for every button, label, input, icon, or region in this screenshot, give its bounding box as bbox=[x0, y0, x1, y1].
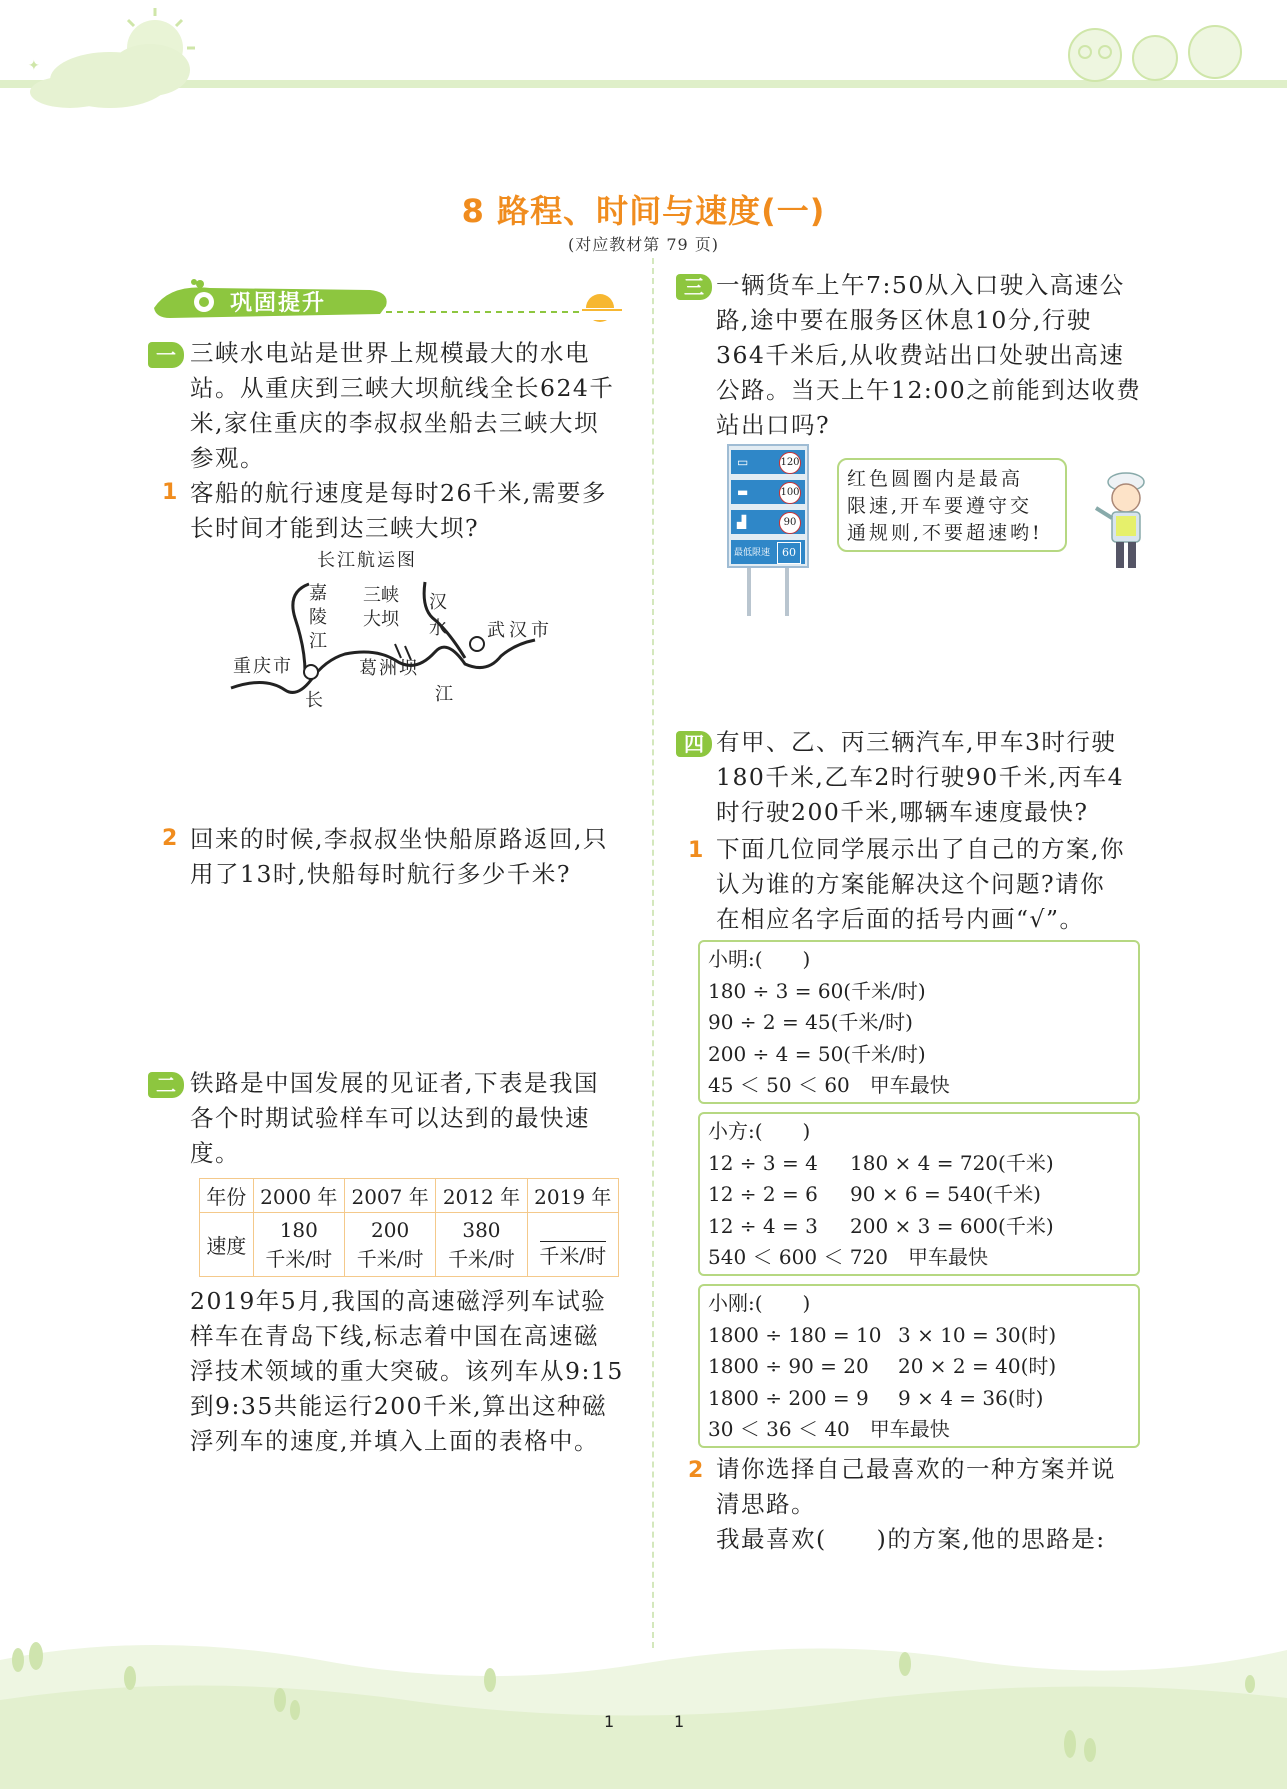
sign-row-car bbox=[731, 450, 805, 474]
page-title: 8 路程、时间与速度(一) bbox=[461, 192, 826, 230]
section-one-question-1 bbox=[190, 476, 630, 546]
text-line: 样车在青岛下线,标志着中国在高速磁 bbox=[190, 1322, 599, 1350]
police-officer-icon bbox=[1094, 468, 1154, 572]
header-decoration bbox=[0, 0, 1287, 120]
truck-icon: ▟ bbox=[737, 515, 747, 529]
section-three-text bbox=[716, 268, 1158, 443]
map-label-hanshui: 汉水 bbox=[429, 592, 447, 639]
page-subtitle: (对应教材第 79 页) bbox=[567, 235, 720, 254]
section-label: 巩固提升 bbox=[230, 291, 327, 316]
calc-right: 9 × 4 = 36(时) bbox=[898, 1385, 1044, 1410]
text-line: 参观。 bbox=[190, 444, 265, 472]
table-speed-cell bbox=[253, 1213, 344, 1277]
section-one-question-2 bbox=[190, 822, 630, 892]
section-three-badge: 三 bbox=[676, 274, 712, 300]
table-speed-cell[interactable] bbox=[527, 1213, 618, 1277]
car-icon: ▭ bbox=[737, 455, 749, 469]
speed-limit: 120 bbox=[779, 452, 801, 474]
text-line: 长时间才能到达三峡大坝? bbox=[190, 514, 480, 542]
map-title: 长江航运图 bbox=[317, 550, 417, 571]
text-line: 时行驶200千米,哪辆车速度最快? bbox=[716, 798, 1089, 826]
table-year: 2012 年 bbox=[436, 1179, 527, 1213]
speed-table bbox=[199, 1178, 619, 1277]
xiaoming-solution-box bbox=[698, 940, 1140, 1104]
animal-faces-icon bbox=[1069, 26, 1241, 81]
calc-left: 12 ÷ 4 = 3 bbox=[708, 1213, 818, 1238]
sign-row-minimum bbox=[731, 540, 805, 564]
yangtze-map bbox=[225, 548, 565, 718]
text-line: 站。从重庆到三峡大坝航线全长624千 bbox=[190, 374, 615, 402]
section-one-badge: 一 bbox=[148, 342, 184, 368]
section-four-badge: 四 bbox=[676, 731, 712, 757]
speed-unit: 千米/时 bbox=[539, 1243, 607, 1268]
text-line: 2019年5月,我国的高速磁浮列车试验 bbox=[190, 1287, 607, 1315]
text-line: 浮列车的速度,并填入上面的表格中。 bbox=[190, 1427, 599, 1455]
xiaofang-solution-box bbox=[698, 1112, 1140, 1276]
table-speed-cell bbox=[344, 1213, 435, 1277]
sign-pole bbox=[785, 568, 789, 616]
text-line: 站出口吗? bbox=[716, 411, 831, 439]
speed-value: 200 bbox=[371, 1217, 410, 1242]
calc-right: 180 × 4 = 720(千米) bbox=[850, 1150, 1054, 1175]
text-line: 清思路。 bbox=[716, 1490, 816, 1518]
text-line: 到9:35共能运行200千米,算出这种磁 bbox=[190, 1392, 608, 1420]
text-line: 有甲、乙、丙三辆汽车,甲车3时行驶 bbox=[716, 728, 1117, 756]
text-line: 公路。当天上午12:00之前能到达收费 bbox=[716, 376, 1142, 404]
calc-right: 90 × 6 = 540(千米) bbox=[850, 1182, 1041, 1206]
map-label-jiang: 江 bbox=[435, 684, 453, 705]
section-four-question-1 bbox=[716, 832, 1158, 937]
table-year: 2007 年 bbox=[344, 1179, 435, 1213]
section-two-intro bbox=[190, 1066, 630, 1171]
calc-line: 45 ＜ 50 ＜ 60 甲车最快 bbox=[708, 1073, 950, 1097]
speed-value: 180 bbox=[279, 1217, 318, 1242]
bubble-line: 限速,开车要遵守交 bbox=[847, 495, 1033, 517]
footer-landscape bbox=[0, 1620, 1287, 1789]
table-year: 2019 年 bbox=[527, 1179, 618, 1213]
speed-value: 380 bbox=[462, 1217, 501, 1242]
sign-row-truck bbox=[731, 510, 805, 534]
question-number: 2 bbox=[162, 826, 178, 851]
page-number: 1 bbox=[604, 1712, 615, 1731]
text-line: 我最喜欢( )的方案,他的思路是: bbox=[716, 1525, 1106, 1553]
speech-bubble bbox=[837, 458, 1067, 552]
calc-line: 30 ＜ 36 ＜ 40 甲车最快 bbox=[708, 1417, 950, 1441]
minimum-speed: 60 bbox=[777, 542, 801, 564]
section-banner bbox=[150, 278, 630, 326]
minimum-speed-label: 最低限速 bbox=[734, 548, 771, 558]
text-line: 在相应名字后面的括号内画“√”。 bbox=[716, 905, 1085, 933]
text-line: 铁路是中国发展的见证者,下表是我国 bbox=[190, 1069, 599, 1097]
section-four-question-2 bbox=[716, 1452, 1158, 1557]
speed-limit-sign bbox=[727, 444, 809, 616]
student-name-checkbox[interactable]: 小刚:( ) bbox=[708, 1291, 811, 1315]
map-label-jialing: 嘉陵江 bbox=[309, 583, 327, 652]
calc-right: 200 × 3 = 600(千米) bbox=[850, 1213, 1054, 1238]
speed-answer-blank[interactable] bbox=[540, 1219, 606, 1242]
text-line: 路,途中要在服务区休息10分,行驶 bbox=[716, 306, 1092, 334]
text-line: 364千米后,从收费站出口处驶出高速 bbox=[716, 341, 1125, 369]
text-line: 米,家住重庆的李叔叔坐船去三峡大坝 bbox=[190, 409, 599, 437]
text-line: 各个时期试验样车可以达到的最快速 bbox=[190, 1104, 590, 1132]
speed-limit: 90 bbox=[779, 512, 801, 534]
question-number: 1 bbox=[688, 838, 704, 863]
map-label-chongqing: 重庆市 bbox=[233, 656, 293, 677]
speed-unit: 千米/时 bbox=[356, 1246, 424, 1271]
calc-line: 200 ÷ 4 = 50(千米/时) bbox=[708, 1041, 926, 1066]
calc-left: 1800 ÷ 200 = 9 bbox=[708, 1385, 869, 1410]
text-line: 回来的时候,李叔叔坐快船原路返回,只 bbox=[190, 825, 608, 853]
xiaogang-solution-box bbox=[698, 1284, 1140, 1448]
calc-left: 12 ÷ 3 = 4 bbox=[708, 1150, 818, 1175]
calc-right: 20 × 2 = 40(时) bbox=[898, 1354, 1057, 1378]
speed-unit: 千米/时 bbox=[265, 1246, 333, 1271]
page-number: 1 bbox=[674, 1712, 685, 1731]
map-label-gezhou: 葛洲坝 bbox=[359, 658, 419, 679]
column-divider bbox=[652, 258, 654, 1648]
text-line: 用了13时,快船每时航行多少千米? bbox=[190, 860, 571, 888]
question-number: 1 bbox=[162, 480, 178, 505]
text-line: 度。 bbox=[190, 1139, 240, 1167]
sign-pole bbox=[747, 568, 751, 616]
map-label-wuhan: 武汉市 bbox=[487, 620, 553, 641]
calc-line: 90 ÷ 2 = 45(千米/时) bbox=[708, 1010, 913, 1034]
bubble-line: 通规则,不要超速哟! bbox=[847, 522, 1043, 544]
calc-left: 12 ÷ 2 = 6 bbox=[708, 1182, 818, 1206]
calc-left: 1800 ÷ 90 = 20 bbox=[708, 1354, 869, 1378]
calc-line: 180 ÷ 3 = 60(千米/时) bbox=[708, 978, 926, 1003]
cloud-sun-icon bbox=[28, 8, 195, 108]
text-line: 浮技术领域的重大突破。该列车从9:15 bbox=[190, 1357, 624, 1385]
table-year: 2000 年 bbox=[253, 1179, 344, 1213]
text-line: 下面几位同学展示出了自己的方案,你 bbox=[716, 835, 1125, 863]
whale-banner-icon bbox=[150, 278, 630, 326]
calc-left: 1800 ÷ 180 = 10 bbox=[708, 1322, 882, 1347]
text-line: 一辆货车上午7:50从入口驶入高速公 bbox=[716, 271, 1125, 299]
text-line: 请你选择自己最喜欢的一种方案并说 bbox=[716, 1455, 1116, 1483]
bus-icon: ▬ bbox=[737, 485, 749, 499]
calc-line: 540 ＜ 600 ＜ 720 甲车最快 bbox=[708, 1245, 988, 1269]
student-name-checkbox[interactable]: 小方:( ) bbox=[708, 1119, 811, 1143]
map-label-chang: 长 bbox=[305, 690, 323, 711]
text-line: 180千米,乙车2时行驶90千米,丙车4 bbox=[716, 763, 1125, 791]
question-number: 2 bbox=[688, 1458, 704, 1483]
section-four-intro bbox=[716, 725, 1158, 830]
speed-limit: 100 bbox=[779, 482, 801, 504]
section-two-text bbox=[190, 1284, 630, 1459]
text-line: 三峡水电站是世界上规模最大的水电 bbox=[190, 339, 590, 367]
bubble-line: 红色圆圈内是最高 bbox=[847, 468, 1024, 490]
sign-row-bus bbox=[731, 480, 805, 504]
table-speed-cell bbox=[436, 1213, 527, 1277]
text-line: 客船的航行速度是每时26千米,需要多 bbox=[190, 479, 607, 507]
table-row-label: 速度 bbox=[200, 1213, 254, 1277]
calc-right: 3 × 10 = 30(时) bbox=[898, 1322, 1057, 1347]
svg-text:✦: ✦ bbox=[28, 58, 40, 74]
student-name-checkbox[interactable]: 小明:( ) bbox=[708, 947, 811, 971]
section-two-badge: 二 bbox=[148, 1072, 184, 1098]
table-header-label: 年份 bbox=[200, 1179, 254, 1213]
section-one-intro bbox=[190, 336, 630, 476]
speed-unit: 千米/时 bbox=[448, 1246, 515, 1271]
map-label-sanxia: 三峡大坝 bbox=[363, 585, 399, 630]
text-line: 认为谁的方案能解决这个问题?请你 bbox=[716, 870, 1106, 898]
